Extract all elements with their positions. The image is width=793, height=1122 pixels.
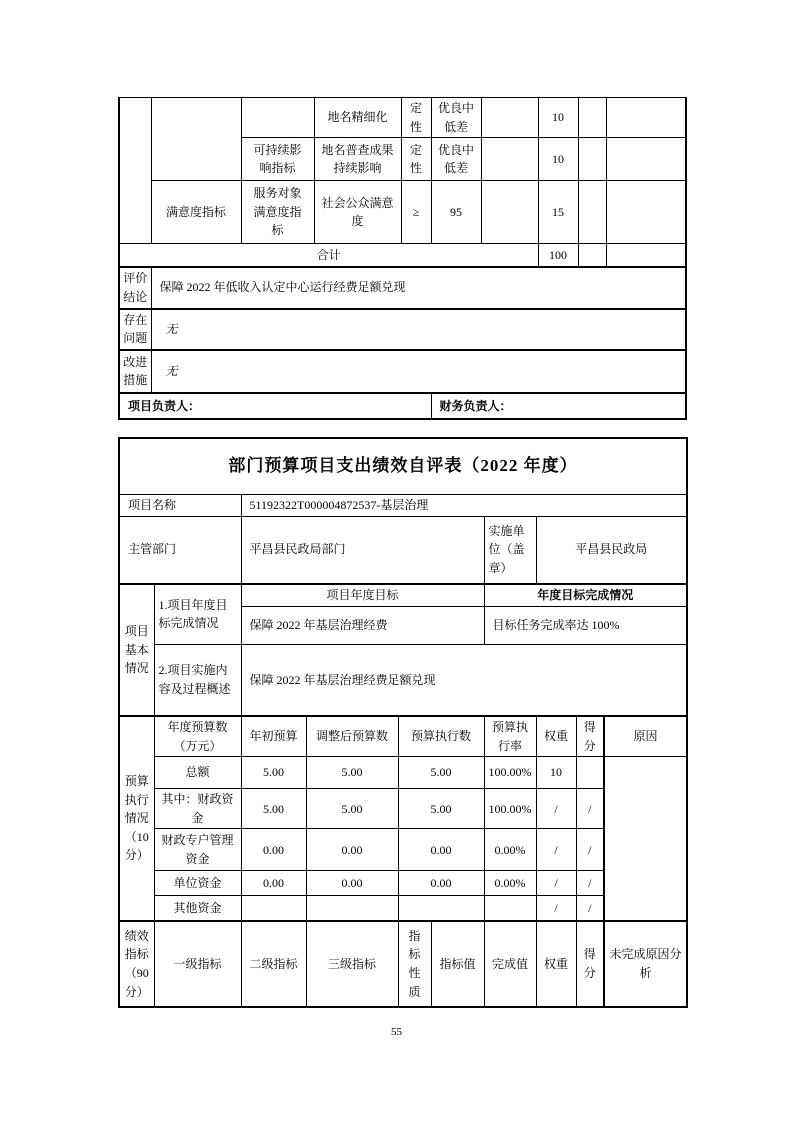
- score-cell: [578, 244, 606, 267]
- budget-row-other-funds: [119, 896, 687, 921]
- initial-value: 0.00: [241, 871, 306, 896]
- completion-cell: [481, 181, 538, 244]
- table-title: 部门预算项目支出绩效自评表（2022 年度）: [119, 438, 687, 494]
- problems-value: 无: [151, 309, 686, 350]
- weight-value: 10: [536, 757, 576, 789]
- indicator-target: 优良中低差: [431, 98, 481, 138]
- empty-category-cell: [119, 98, 151, 244]
- empty-level2-cell: [241, 98, 314, 138]
- perf-col-target: 指标值: [431, 921, 484, 1007]
- rate-value: 0.00%: [484, 871, 536, 896]
- executed-value: 0.00: [398, 871, 484, 896]
- score-value: /: [576, 871, 604, 896]
- project-name-label: 项目名称: [119, 494, 241, 516]
- annual-goal-label: 1.项目年度目标完成情况: [154, 584, 241, 644]
- reason-merged-cell: [604, 757, 687, 921]
- perf-col-level1: 一级指标: [154, 921, 241, 1007]
- executed-value: [398, 896, 484, 921]
- score-value: [576, 757, 604, 789]
- department-value: 平昌县民政局部门: [241, 516, 484, 584]
- budget-row-total: [119, 757, 687, 789]
- reason-cell: [606, 244, 686, 267]
- implementing-unit-label: 实施单位（盖章）: [484, 516, 536, 584]
- indicator-name: 地名普查成果持续影响: [314, 138, 401, 181]
- score-value: /: [576, 829, 604, 871]
- score-value: /: [576, 896, 604, 921]
- performance-header-row: [119, 921, 687, 1007]
- reason-cell: [606, 181, 686, 244]
- adjusted-value: 0.00: [306, 829, 398, 871]
- perf-col-nature: 指标性质: [398, 921, 431, 1007]
- finance-leader-label: 财务负责人：: [431, 393, 686, 419]
- perf-col-reason: 未完成原因分析: [604, 921, 687, 1007]
- initial-value: 5.00: [241, 789, 306, 829]
- adjusted-value: [306, 896, 398, 921]
- page-number: 55: [391, 1026, 402, 1038]
- indicator-nature: 定性: [401, 98, 431, 138]
- annual-goal-header: 项目年度目标: [241, 584, 484, 606]
- budget-col-adjusted: 调整后预算数: [306, 716, 398, 757]
- project-name-row: [119, 494, 687, 516]
- goal-completion-value: 目标任务完成率达 100%: [484, 606, 687, 644]
- weight-value: /: [536, 789, 576, 829]
- indicator-nature: ≥: [401, 181, 431, 244]
- rate-value: 100.00%: [484, 757, 536, 789]
- indicator-target: 95: [431, 181, 481, 244]
- indicator-nature: 定性: [401, 138, 431, 181]
- indicator-row: [119, 98, 686, 138]
- score-cell: [578, 138, 606, 181]
- adjusted-value: 0.00: [306, 871, 398, 896]
- weight-value: /: [536, 896, 576, 921]
- initial-value: [241, 896, 306, 921]
- executed-value: 0.00: [398, 829, 484, 871]
- implementing-unit-value: 平昌县民政局: [536, 516, 687, 584]
- measures-row: [119, 350, 686, 393]
- weight-cell: 10: [538, 138, 578, 181]
- department-row: [119, 516, 687, 584]
- signature-row: [119, 393, 686, 419]
- goal-completion-header: 年度目标完成情况: [484, 584, 687, 606]
- initial-value: 5.00: [241, 757, 306, 789]
- budget-row-unit-funds: [119, 871, 687, 896]
- problems-row: [119, 309, 686, 350]
- conclusion-label: 评价结论: [119, 267, 151, 309]
- completion-cell: [481, 98, 538, 138]
- department-label: 主管部门: [119, 516, 241, 584]
- score-cell: [578, 181, 606, 244]
- row-name: 单位资金: [154, 871, 241, 896]
- indicator-name: 社会公众满意度: [314, 181, 401, 244]
- total-weight: 100: [538, 244, 578, 267]
- row-name: 其中：财政资金: [154, 789, 241, 829]
- annual-goal-value: 保障 2022 年基层治理经费: [241, 606, 484, 644]
- implementation-row: [119, 644, 687, 716]
- perf-col-level2: 二级指标: [241, 921, 306, 1007]
- budget-col-name: 年度预算数（万元）: [154, 716, 241, 757]
- project-name-value: 51192322T000004872537-基层治理: [241, 494, 687, 516]
- measures-value: 无: [151, 350, 686, 393]
- adjusted-value: 5.00: [306, 789, 398, 829]
- implementation-label: 2.项目实施内容及过程概述: [154, 644, 241, 716]
- rate-value: 0.00%: [484, 829, 536, 871]
- level1-indicator: 满意度指标: [151, 181, 241, 244]
- weight-value: /: [536, 829, 576, 871]
- budget-col-score: 得分: [576, 716, 604, 757]
- weight-value: /: [536, 871, 576, 896]
- budget-col-rate: 预算执行率: [484, 716, 536, 757]
- score-cell: [578, 98, 606, 138]
- level2-indicator: 服务对象满意度指标: [241, 181, 314, 244]
- indicator-name: 地名精细化: [314, 98, 401, 138]
- row-name: 财政专户管理资金: [154, 829, 241, 871]
- budget-row-fiscal: [119, 789, 687, 829]
- indicator-row: [119, 181, 686, 244]
- reason-cell: [606, 98, 686, 138]
- executed-value: 5.00: [398, 757, 484, 789]
- row-name: 总额: [154, 757, 241, 789]
- indicator-target: 优良中低差: [431, 138, 481, 181]
- project-leader-label: 项目负责人：: [119, 393, 431, 419]
- total-label: 合计: [119, 244, 538, 267]
- problems-label: 存在问题: [119, 309, 151, 350]
- adjusted-value: 5.00: [306, 757, 398, 789]
- weight-cell: 10: [538, 98, 578, 138]
- rate-value: 100.00%: [484, 789, 536, 829]
- completion-cell: [481, 138, 538, 181]
- perf-col-score: 得分: [576, 921, 604, 1007]
- total-row: [119, 244, 686, 267]
- executed-value: 5.00: [398, 789, 484, 829]
- budget-header-row: [119, 716, 687, 757]
- goal-header-row: [119, 584, 687, 606]
- evaluation-table-continuation: [118, 97, 687, 420]
- budget-section-label: 预算执行情况（10分）: [119, 716, 154, 921]
- empty-level1-cell: [151, 98, 241, 181]
- conclusion-row: [119, 267, 686, 309]
- performance-section-label: 绩效指标（90分）: [119, 921, 154, 1007]
- initial-value: 0.00: [241, 829, 306, 871]
- implementation-value: 保障 2022 年基层治理经费足额兑现: [241, 644, 687, 716]
- budget-row-special-account: [119, 829, 687, 871]
- reason-cell: [606, 138, 686, 181]
- weight-cell: 15: [538, 181, 578, 244]
- measures-label: 改进措施: [119, 350, 151, 393]
- perf-col-level3: 三级指标: [306, 921, 398, 1007]
- rate-value: [484, 896, 536, 921]
- budget-col-reason: 原因: [604, 716, 687, 757]
- budget-col-executed: 预算执行数: [398, 716, 484, 757]
- row-name: 其他资金: [154, 896, 241, 921]
- score-value: /: [576, 789, 604, 829]
- budget-col-weight: 权重: [536, 716, 576, 757]
- budget-col-initial: 年初预算: [241, 716, 306, 757]
- budget-self-evaluation-table: [118, 437, 688, 1008]
- perf-col-weight: 权重: [536, 921, 576, 1007]
- perf-col-done: 完成值: [484, 921, 536, 1007]
- conclusion-value: 保障 2022 年低收入认定中心运行经费足额兑现: [151, 267, 686, 309]
- level2-indicator: 可持续影响指标: [241, 138, 314, 181]
- title-row: [119, 438, 687, 494]
- basic-info-label: 项目基本情况: [119, 584, 154, 716]
